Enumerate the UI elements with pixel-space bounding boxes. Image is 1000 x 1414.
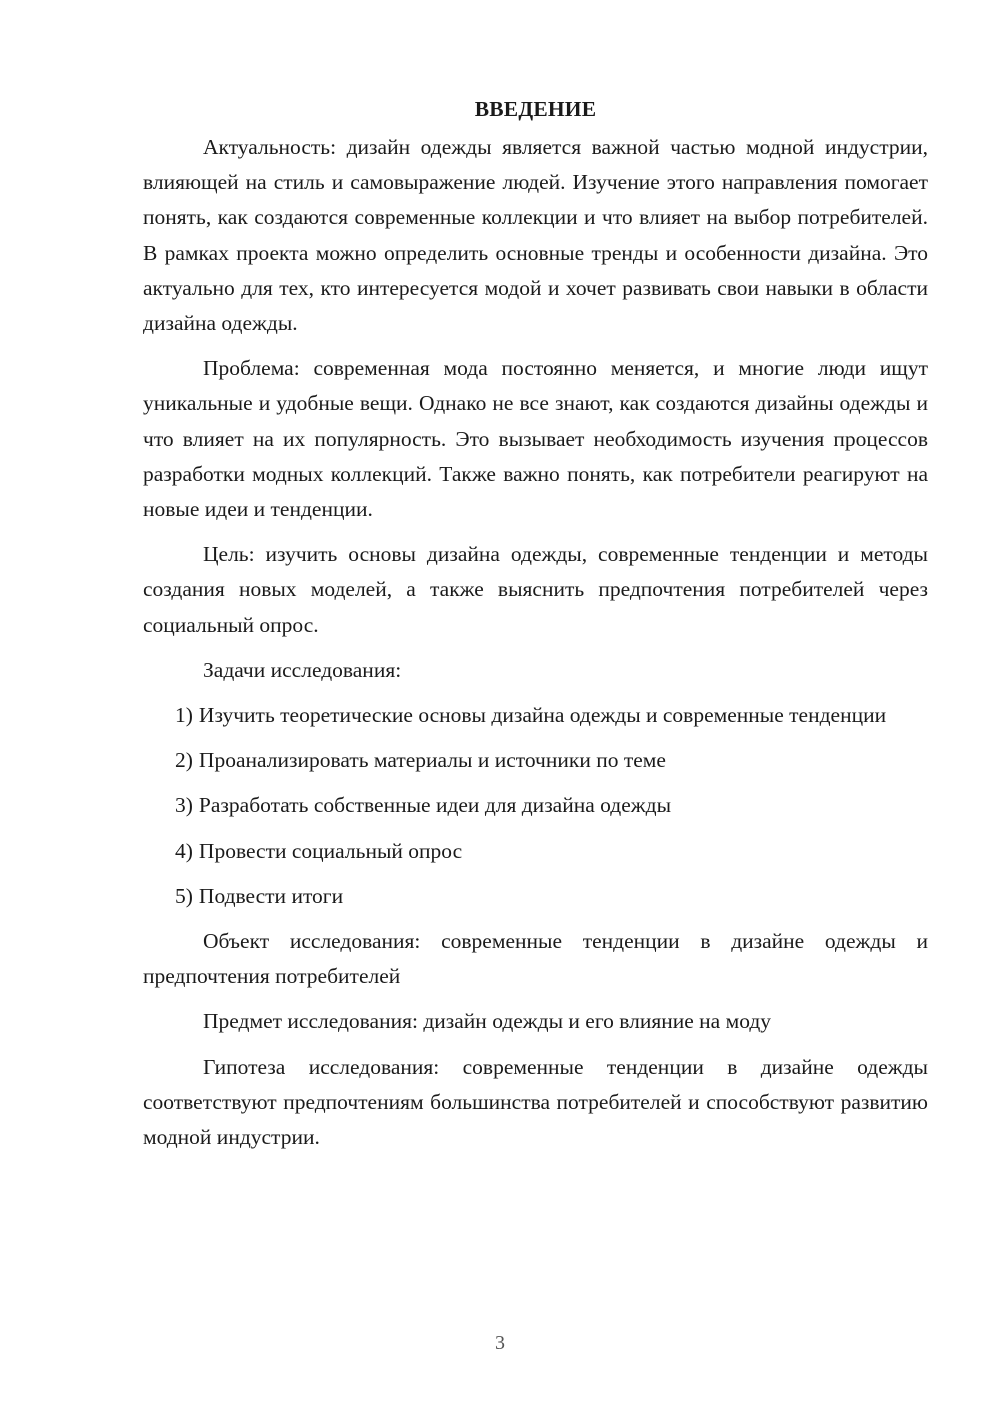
- paragraph-hypothesis: Гипотеза исследования: современные тенденции в дизайне одежды соответствуют предпочтениям большинства потребителей и способствуют развитию модной индустрии.: [143, 1054, 928, 1150]
- list-item: [143, 788, 928, 823]
- paragraph-relevance: Актуальность: дизайн одежды является важной частью модной индустрии, влияющей на стиль и самовыражение людей. Изучение этого направления помогает понять, как создаются современные коллекции и что влияет на выбор потребителей. В рамках проекта можно определить основные тренды и особенности дизайна. Это актуально для тех, кто интересуется модой и хочет развивать свои навыки в области дизайна одежды.: [143, 135, 928, 336]
- tasks-list: [143, 698, 928, 914]
- list-item: [143, 834, 928, 869]
- list-item-number: 1): [175, 703, 193, 728]
- list-item-text: Провести социальный опрос: [198, 838, 463, 863]
- paragraph-goal: Цель: изучить основы дизайна одежды, современные тенденции и методы создания новых моделей, а также выяснить предпочтения потребителей через социальный опрос.: [143, 542, 928, 637]
- list-item-number: 3): [175, 793, 193, 818]
- list-item: [143, 879, 928, 914]
- paragraph-object: Объект исследования: современные тенденции в дизайне одежды и предпочтения потребителей: [143, 929, 928, 989]
- paragraph-problem: Проблема: современная мода постоянно меняется, и многие люди ищут уникальные и удобные вещи. Однако не все знают, как создаются дизайны одежды и что влияет на их популярность. Это вызывает необходимость изучения процессов разработки модных коллекций. Также важно понять, как потребители реагируют на новые идеи и тенденции.: [143, 356, 928, 522]
- list-item-number: 5): [175, 883, 193, 908]
- page-title: ВВЕДЕНИЕ: [474, 97, 597, 121]
- tasks-heading: Задачи исследования:: [203, 657, 402, 682]
- list-item-number: 4): [175, 838, 193, 863]
- list-item: [143, 698, 928, 733]
- list-item: [143, 743, 928, 778]
- list-item-text: Разработать собственные идеи для дизайна одежды: [198, 793, 672, 818]
- paragraph-subject: Предмет исследования: дизайн одежды и его влияние на моду: [203, 1009, 772, 1034]
- list-item-text: Проанализировать материалы и источники по теме: [198, 748, 666, 773]
- list-item-text: Изучить теоретические основы дизайна одежды и современные тенденции: [198, 703, 887, 728]
- list-item-text: Подвести итоги: [198, 883, 344, 908]
- document-page: [143, 92, 928, 1165]
- page-number: 3: [495, 1332, 505, 1354]
- list-item-number: 2): [175, 748, 193, 773]
